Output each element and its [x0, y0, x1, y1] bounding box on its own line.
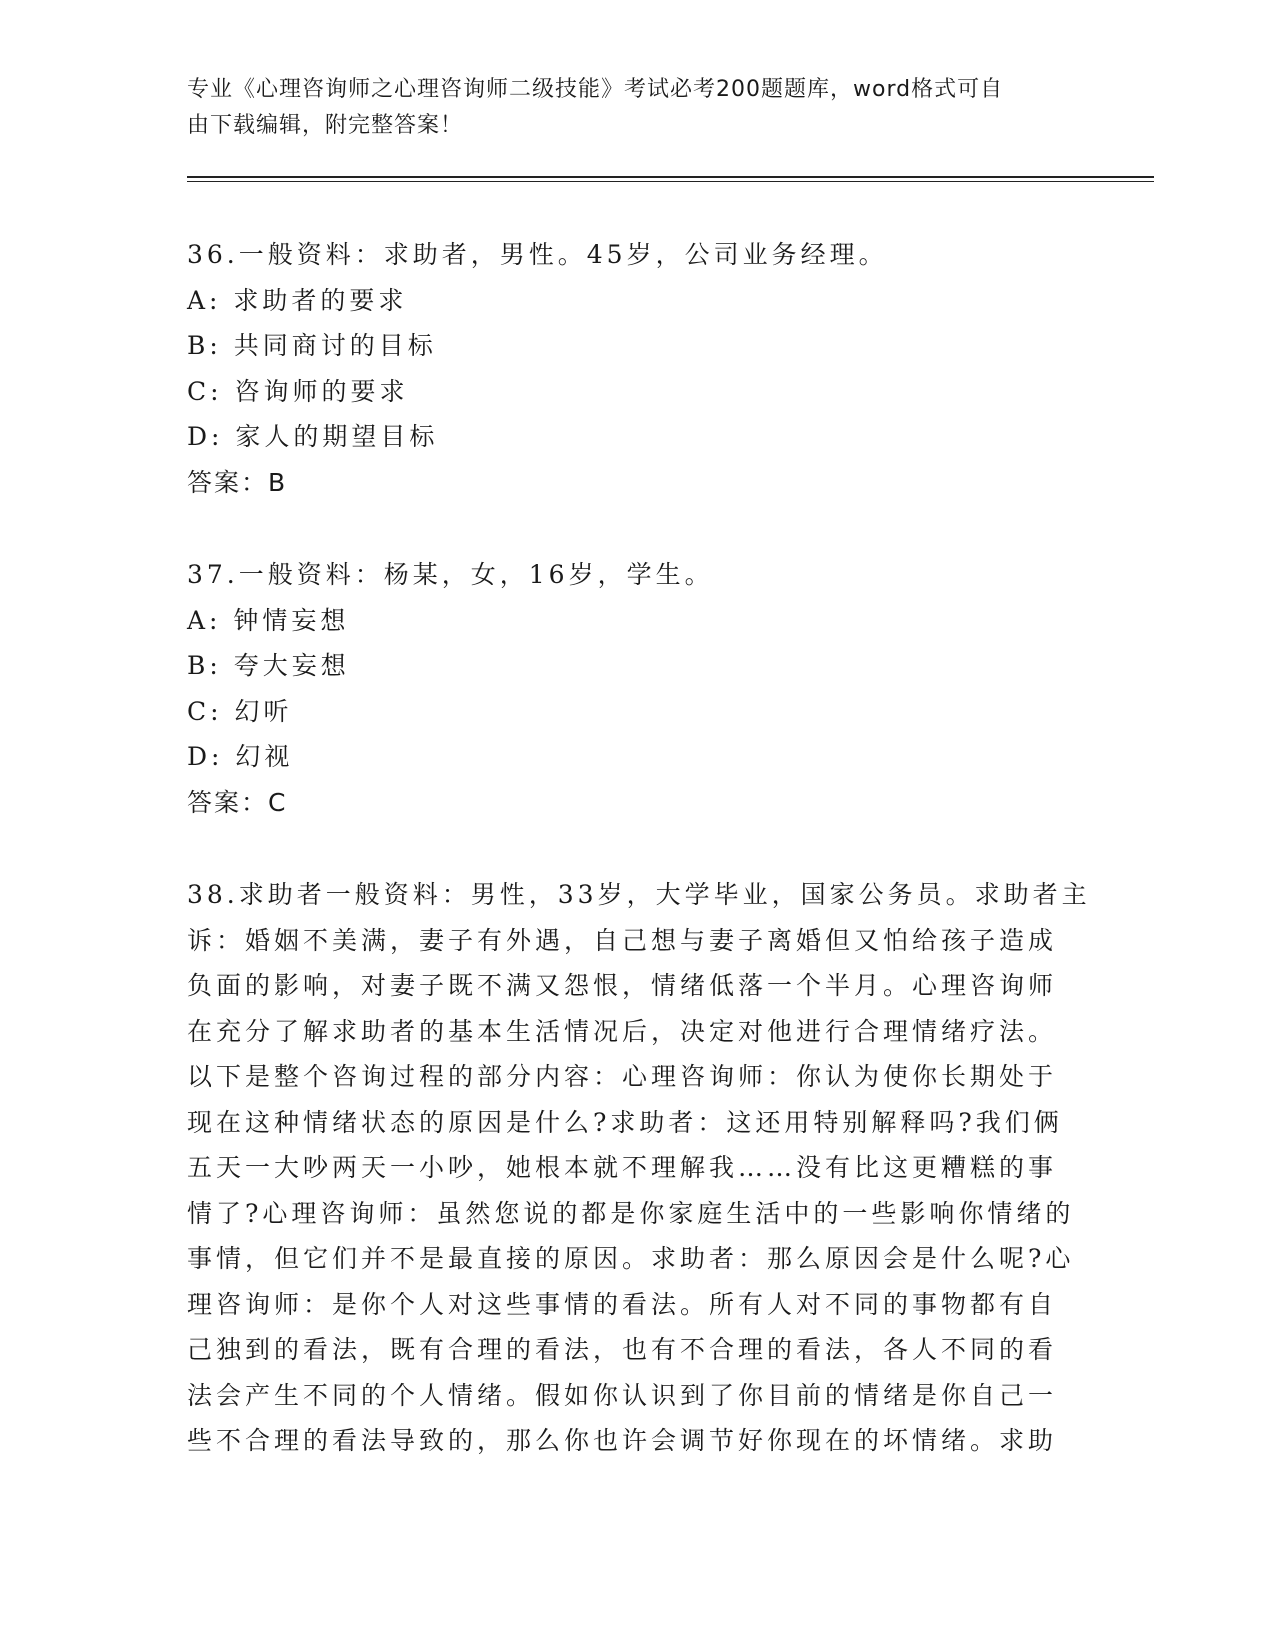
- question-text-line: 些不合理的看法导致的，那么你也许会调节好你现在的坏情绪。求助: [187, 1426, 1058, 1455]
- question-text-line: 己独到的看法，既有合理的看法，也有不合理的看法，各人不同的看: [187, 1335, 1058, 1364]
- question-text-line: 情了?心理咨询师：虽然您说的都是你家庭生活中的一些影响你情绪的: [187, 1198, 1075, 1228]
- header-line-1: 专业《心理咨询师之心理咨询师二级技能》考试必考200题题库，word格式可自: [187, 77, 1004, 102]
- question-text-line: 理咨询师：是你个人对这些事情的看法。所有人对不同的事物都有自: [187, 1289, 1058, 1319]
- option-a: A: 求助者的要求: [187, 285, 408, 315]
- option-c: C: 咨询师的要求: [187, 376, 409, 406]
- answer: 答案：B: [187, 467, 288, 497]
- question-text-line: 法会产生不同的个人情绪。假如你认识到了你目前的情绪是你自己一: [187, 1380, 1058, 1410]
- option-b: B: 共同商讨的目标: [187, 331, 437, 360]
- question-text-line: 五天一大吵两天一小吵，她根本就不理解我……没有比这更糟糕的事: [187, 1153, 1058, 1182]
- answer: 答案：C: [187, 787, 288, 817]
- option-c: C: 幻听: [187, 696, 293, 726]
- option-d: D: 家人的期望目标: [187, 422, 439, 451]
- question-stem: 36.一般资料：求助者，男性。45岁，公司业务经理。: [187, 240, 888, 269]
- document-header: [187, 72, 1067, 144]
- option-d: D: 幻视: [187, 742, 294, 771]
- question-text-line: 事情，但它们并不是最直接的原因。求助者：那么原因会是什么呢?心: [187, 1244, 1075, 1273]
- option-a: A: 钟情妄想: [187, 605, 350, 635]
- header-divider-thin: [187, 181, 1154, 182]
- question-text-line: 在充分了解求助者的基本生活情况后，决定对他进行合理情绪疗法。: [187, 1016, 1058, 1046]
- header-divider-thick: [187, 176, 1154, 178]
- question-stem: 37.一般资料：杨某，女，16岁，学生。: [187, 560, 714, 589]
- question-text-line: 现在这种情绪状态的原因是什么?求助者：这还用特别解释吗?我们俩: [187, 1107, 1063, 1137]
- header-line-2: 由下载编辑，附完整答案！: [187, 113, 464, 138]
- option-b: B: 夸大妄想: [187, 651, 350, 680]
- question-text-line: 负面的影响，对妻子既不满又怨恨，情绪低落一个半月。心理咨询师: [187, 971, 1058, 1000]
- question-37: [187, 552, 1087, 825]
- question-text-line: 38.求助者一般资料：男性，33岁，大学毕业，国家公务员。求助者主: [187, 880, 1091, 909]
- question-38: [187, 872, 1091, 1464]
- question-text-line: 诉：婚姻不美满，妻子有外遇，自己想与妻子离婚但又怕给孩子造成: [187, 925, 1058, 955]
- question-text-line: 以下是整个咨询过程的部分内容：心理咨询师：你认为使你长期处于: [187, 1062, 1058, 1091]
- question-36: [187, 232, 1087, 505]
